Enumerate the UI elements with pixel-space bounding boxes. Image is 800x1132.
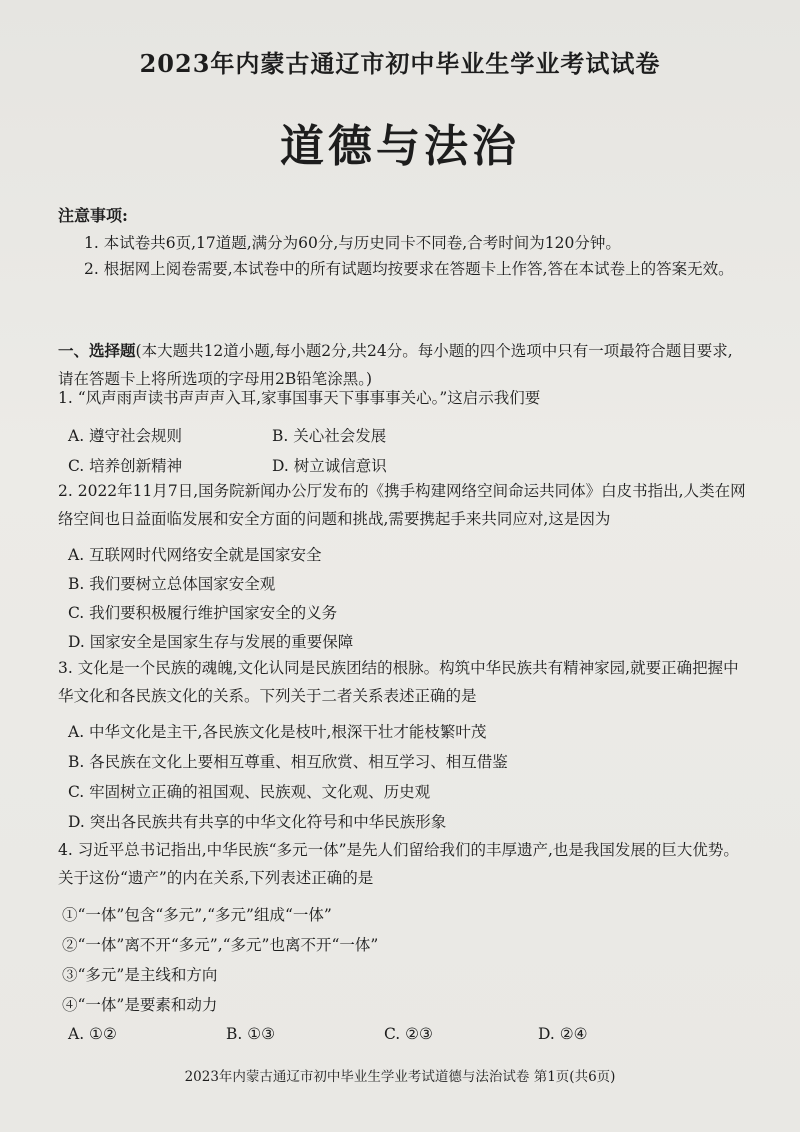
question-4-option-c: C. ②③	[384, 1025, 433, 1043]
page-footer: 2023年内蒙古通辽市初中毕业生学业考试道德与法治试卷 第1页(共6页)	[184, 1069, 616, 1085]
question-3-option-a: A. 中华文化是主干,各民族文化是枝叶,根深干壮才能枝繁叶茂	[68, 723, 487, 741]
question-4-option-b: B. ①③	[226, 1025, 276, 1043]
section-title: 一、选择题	[58, 341, 136, 360]
question-1-option-d: D. 树立诚信意识	[272, 457, 387, 475]
question-2-option-b: B. 我们要树立总体国家安全观	[68, 575, 276, 593]
question-1-option-a: A. 遵守社会规则	[68, 427, 183, 445]
question-2-option-d: D. 国家安全是国家生存与发展的重要保障	[68, 633, 354, 651]
section-instructions: (本大题共12道小题,每小题2分,共24分。每小题的四个选项中只有一项最符合题目要求,请在答题卡上将所选项的字母用2B铅笔涂黑。)	[58, 342, 733, 388]
question-1-stem: 1. “风声雨声读书声声声入耳,家事国事天下事事事关心。”这启示我们要	[58, 389, 541, 407]
question-2-option-a: A. 互联网时代网络安全就是国家安全	[68, 546, 322, 564]
question-4-stem: 4. 习近平总书记指出,中华民族“多元一体”是先人们留给我们的丰厚遗产,也是我国发展的巨大优势。关于这份“遗产”的内在关系,下列表述正确的是	[58, 841, 739, 887]
notice-heading: 注意事项:	[58, 206, 128, 225]
question-3-option-c: C. 牢固树立正确的祖国观、民族观、文化观、历史观	[68, 783, 431, 801]
question-4-statement-1: ①“一体”包含“多元”,“多元”组成“一体”	[62, 906, 332, 924]
question-1-option-c: C. 培养创新精神	[68, 457, 183, 475]
question-4-option-d: D. ②④	[538, 1025, 588, 1043]
notice-item-2: 2. 根据网上阅卷需要,本试卷中的所有试题均按要求在答题卡上作答,答在本试卷上的答案无效。	[84, 260, 734, 278]
notice-item-1: 1. 本试卷共6页,17道题,满分为60分,与历史同卡不同卷,合考时间为120分钟。	[84, 234, 621, 252]
question-4-statement-4: ④“一体”是要素和动力	[62, 996, 218, 1014]
question-4-statement-2: ②“一体”离不开“多元”,“多元”也离不开“一体”	[62, 936, 379, 954]
section-heading	[58, 337, 748, 393]
subject-title: 道德与法治	[280, 121, 520, 172]
question-2-stem: 2. 2022年11月7日,国务院新闻办公厅发布的《携手构建网络空间命运共同体》白皮书指出,人类在网络空间也日益面临发展和安全方面的问题和挑战,需要携起手来共同应对,这是因为	[58, 482, 746, 528]
question-4-statement-3: ③“多元”是主线和方向	[62, 966, 218, 984]
question-2-option-c: C. 我们要积极履行维护国家安全的义务	[68, 604, 338, 622]
question-3-stem: 3. 文化是一个民族的魂魄,文化认同是民族团结的根脉。构筑中华民族共有精神家园,就要正确把握中华文化和各民族文化的关系。下列关于二者关系表述正确的是	[58, 659, 739, 705]
question-3-option-d: D. 突出各民族共有共享的中华文化符号和中华民族形象	[68, 813, 447, 831]
question-4-option-a: A. ①②	[68, 1025, 117, 1043]
exam-title: 2023年内蒙古通辽市初中毕业生学业考试试卷	[139, 49, 661, 78]
question-1-option-b: B. 关心社会发展	[272, 427, 387, 445]
question-3-option-b: B. 各民族在文化上要相互尊重、相互欣赏、相互学习、相互借鉴	[68, 753, 508, 771]
